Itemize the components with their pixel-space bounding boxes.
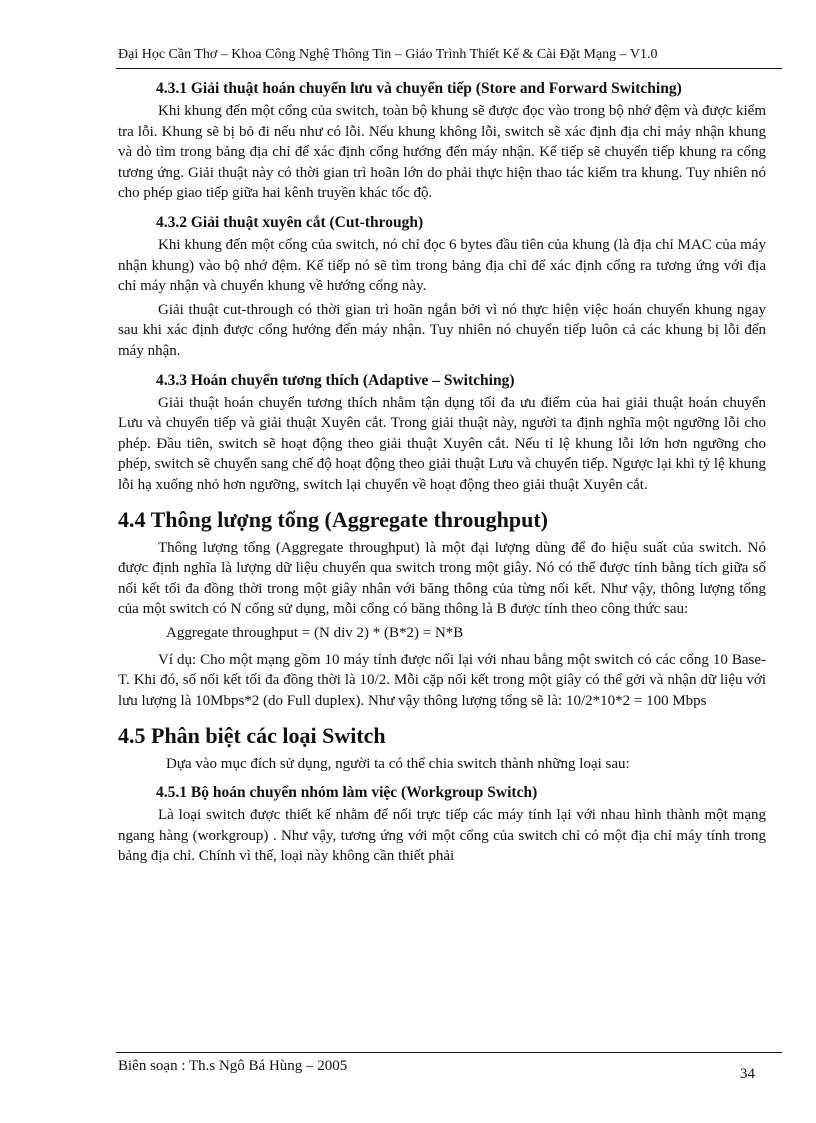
heading-4-3-1: 4.3.1 Giải thuật hoán chuyển lưu và chuyển tiếp (Store and Forward Switching) xyxy=(156,80,682,97)
heading-4-3-2: 4.3.2 Giải thuật xuyên cắt (Cut-through) xyxy=(156,213,424,231)
header-divider xyxy=(116,68,782,69)
paragraph: Giải thuật cut-through có thời gian trì hoãn ngắn bởi vì nó thực hiện việc hoán chuyển khung ngay sau khi xác định được cổng hướng đến máy nhận. Tuy nhiên nó chuyển tiếp luôn cả các khung bị lỗi đến máy nhận. xyxy=(118,301,766,359)
paragraph: Dựa vào mục đích sử dụng, người ta có thể chia switch thành những loại sau: xyxy=(166,755,630,772)
paragraph: Ví dụ: Cho một mạng gồm 10 máy tính được nối lại với nhau bằng một switch có các cổng 10 Base-T. Khi đó, số nối kết tối đa đồng thời là 10/2. Mỗi cặp nối kết trong một giây có thể gởi và nhận dữ liệu với lưu lượng là 10Mbps*2 (do Full duplex). Như vậy thông lượng tổng sẽ là: 10/2*10*2 = 100 Mbps xyxy=(118,651,766,710)
footer-author: Biên soạn : Th.s Ngô Bá Hùng – 2005 xyxy=(118,1058,348,1074)
paragraph: Giải thuật hoán chuyển tương thích nhằm tận dụng tối đa ưu điểm của hai giải thuật hoán chuyển Lưu và chuyển tiếp và giải thuật Xuyên cắt. Trong giải thuật này, người ta định nghĩa một ngưỡng lỗi cho phép. Đầu tiên, switch sẽ hoạt động theo giải thuật Xuyên cắt. Nếu tỉ lệ khung lỗi lớn hơn ngưỡng cho phép, switch sẽ chuyển sang chế độ hoạt động theo giải thuật Lưu và chuyển tiếp. Ngược lại khi tỷ lệ khung lỗi hạ xuống nhỏ hơn ngưỡng, switch lại chuyển về hoạt động theo giải thuật Xuyên cắt. xyxy=(118,394,766,493)
paragraph: Khi khung đến một cổng của switch, nó chỉ đọc 6 bytes đầu tiên của khung (là địa chỉ MAC của máy nhận khung) vào bộ nhớ đệm. Kế tiếp nó sẽ tìm trong bảng địa chỉ để xác định cổng ra tương ứng với địa chỉ máy nhận và chuyển khung về hướng cổng này. xyxy=(118,236,766,295)
heading-4-5: 4.5 Phân biệt các loại Switch xyxy=(118,722,386,748)
running-header: Đại Học Cần Thơ – Khoa Công Nghệ Thông Tin – Giáo Trình Thiết Kế & Cài Đặt Mạng – V1.0 xyxy=(118,47,658,62)
paragraph: Khi khung đến một cổng của switch, toàn bộ khung sẽ được đọc vào trong bộ nhớ đệm và được kiểm tra lỗi. Khung sẽ bị bỏ đi nếu như có lỗi. Nếu khung không lỗi, switch sẽ xác định địa chỉ máy nhận khung và dò tìm trong bảng địa chỉ để xác định cổng hướng đến máy nhận. Kế tiếp sẽ chuyển tiếp khung ra cổng tương ứng. Giải thuật này có thời gian trì hoãn lớn do phải thực hiện thao tác kiểm tra khung. Tuy nhiên nó cho phép giao tiếp giữa hai kênh truyền khác tốc độ. xyxy=(118,103,766,202)
paragraph: Là loại switch được thiết kế nhằm để nối trực tiếp các máy tính lại với nhau hình thành một mạng ngang hàng (workgroup) . Như vậy, tương ứng với một cổng của switch chỉ có một địa chỉ máy tính trong bảng địa chỉ. Chính vì thế, loại này không cần thiết phải xyxy=(118,807,766,865)
paragraph: Thông lượng tổng (Aggregate throughput) là một đại lượng dùng để đo hiệu suất của switch. Nó được định nghĩa là lượng dữ liệu chuyển qua switch trong một giây. Nó có thể được tính bằng tích giữa số nối kết tối đa đồng thời trong một giây nhân với băng thông của từng nối kết. Như vậy, thông lượng tổng của một switch có N cổng sử dụng, mỗi cổng có băng thông là B được tính theo công thức sau: xyxy=(118,539,766,618)
heading-4-5-1: 4.5.1 Bộ hoán chuyển nhóm làm việc (Workgroup Switch) xyxy=(156,784,538,802)
formula: Aggregate throughput = (N div 2) * (B*2) = N*B xyxy=(166,624,464,641)
heading-4-3-3: 4.3.3 Hoán chuyển tương thích (Adaptive – Switching) xyxy=(156,371,515,389)
page-content xyxy=(118,74,766,870)
heading-4-4: 4.4 Thông lượng tổng (Aggregate throughput) xyxy=(118,506,548,532)
page-number: 34 xyxy=(740,1066,755,1082)
footer-divider xyxy=(116,1052,782,1053)
